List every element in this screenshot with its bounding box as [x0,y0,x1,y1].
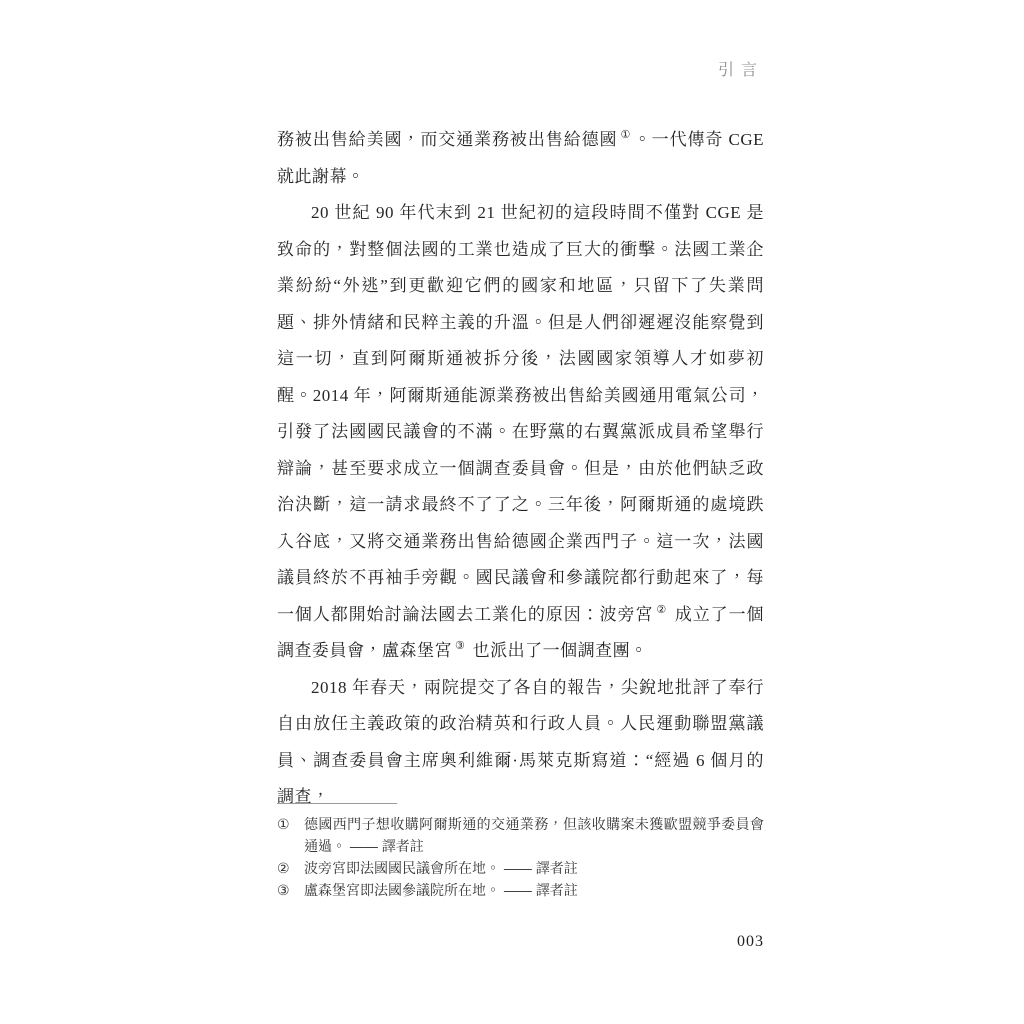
footnote-marker: ① [277,816,290,832]
paragraph: 20 世紀 90 年代末到 21 世紀初的這段時間不僅對 CGE 是致命的，對整個法國的工業也造成了巨大的衝擊。法國工業企業紛紛“外逃”到更歡迎它們的國家和地區，只留下了失業問題、排外情緒和民粹主義的升溫。但是人們卻遲遲沒能察覺到這一切，直到阿爾斯通被拆分後，法國國家領導人才如夢初醒。2014 年，阿爾斯通能源業務被出售給美國通用電氣公司，引發了法國國民議會的不滿。在野黨的右翼黨派成員希望舉行辯論，甚至要求成立一個調查委員會。但是，由於他們缺乏政治決斷，這一請求最終不了了之。三年後，阿爾斯通的處境跌入谷底，又將交通業務出售給德國企業西門子。這一次，法國議員終於不再袖手旁觀。國民議會和參議院都行動起來了，每一個人都開始討論法國去工業化的原因：波旁宮 ② 成立了一個調查委員會，盧森堡宮 ③ 也派出了一個調查團。 [277,203,765,660]
running-header: 引言 [717,62,764,79]
footnote [277,879,764,901]
footnote-ref: ① [620,129,631,142]
footnote-text: 盧森堡宮即法國參議院所在地。 —— 譯者註 [304,882,578,898]
footnote-ref: ② [656,603,667,616]
footnote [277,813,764,857]
footnote-list [277,813,764,901]
footnotes-section [277,803,764,901]
paragraph: 務被出售給美國，而交通業務被出售給德國 ① 。一代傳奇 CGE 就此謝幕。 [277,129,764,186]
footnote-marker: ③ [277,882,290,898]
page-number: 003 [737,933,764,950]
paragraph: 2018 年春天，兩院提交了各自的報告，尖銳地批評了奉行自由放任主義政策的政治精英和行政人員。人民運動聯盟黨議員、調查委員會主席奧利維爾·馬萊克斯寫道：“經過 6 個月的調查， [277,677,764,806]
body-text [277,122,764,816]
footnote [277,857,764,879]
footnote-divider [277,803,397,804]
footnote-text: 德國西門子想收購阿爾斯通的交通業務，但該收購案未獲歐盟競爭委員會通過。 —— 譯者註 [304,816,764,854]
footnote-text: 波旁宮即法國國民議會所在地。 —— 譯者註 [304,860,578,876]
footnote-marker: ② [277,860,290,876]
footnote-ref: ③ [455,640,465,653]
